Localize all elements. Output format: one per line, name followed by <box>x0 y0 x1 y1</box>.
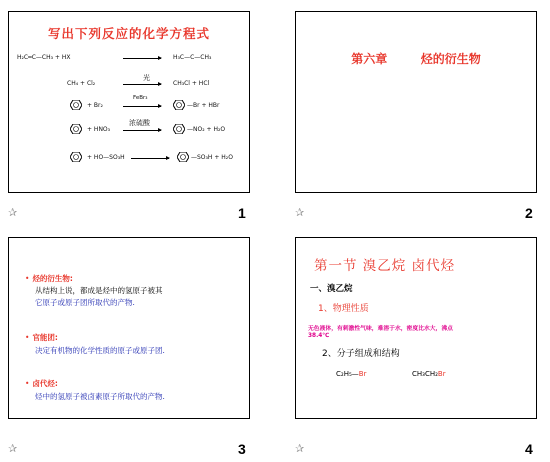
benzene-ring-icon <box>173 124 185 134</box>
benzene-ring-icon <box>70 124 82 134</box>
definition-desc: 决定有机物的化学性质的原子或原子团. <box>35 346 165 355</box>
structural-formula: CH₃CH₂Br <box>412 370 446 378</box>
reaction-2-right: CH₃Cl + HCl <box>173 80 210 87</box>
reaction-arrow <box>123 106 161 107</box>
reaction-1 <box>15 50 245 68</box>
definition-item <box>25 332 58 343</box>
reaction-3 <box>15 95 245 116</box>
reaction-5-right: —SO₃H + H₂O <box>191 154 233 161</box>
definition-term: 烃的衍生物: <box>32 274 73 283</box>
definition-desc: 从结构上说，都成是烃中的氢原子被其 <box>35 286 163 295</box>
slide-thumbnail-3[interactable] <box>8 237 250 419</box>
definition-item <box>25 273 73 284</box>
transition-star-icon[interactable]: ✰ <box>8 206 18 219</box>
definition-item <box>25 378 58 389</box>
reaction-arrow <box>123 84 161 85</box>
slide-number-3: 3 <box>238 441 246 457</box>
properties-text: 38.4℃ <box>308 333 330 339</box>
reaction-3-condition: FeBr₃ <box>133 95 148 101</box>
reaction-2-left: CH₄ + Cl₂ <box>67 80 96 87</box>
benzene-ring-icon <box>173 100 185 110</box>
subsection-heading: 2、分子组成和结构 <box>322 349 400 359</box>
transition-star-icon[interactable]: ✰ <box>295 442 305 455</box>
slide-number-4: 4 <box>525 441 533 457</box>
slide-1-title: 写出下列反应的化学方程式 <box>47 26 210 41</box>
reaction-5-left: + HO—SO₃H <box>87 154 125 161</box>
slide-thumbnail-4[interactable] <box>295 237 537 419</box>
reaction-5 <box>15 150 245 168</box>
reaction-4-condition: 浓硫酸 <box>129 119 150 127</box>
reaction-1-right: H₃C—C—CH₃ <box>173 54 212 61</box>
slide-number-1: 1 <box>238 205 246 221</box>
subsection-heading: 1、物理性质 <box>318 304 369 314</box>
reaction-arrow <box>123 58 161 59</box>
definition-desc: 它原子或原子团所取代的产物. <box>35 298 135 307</box>
reaction-arrow <box>131 158 169 159</box>
section-heading: 一、溴乙烷 <box>310 284 353 294</box>
properties-text: 无色液体，有刺激性气味，难溶于水，密度比水大，沸点 <box>308 326 453 332</box>
slide-number-2: 2 <box>525 205 533 221</box>
reaction-4-left: + HNO₃ <box>87 126 111 133</box>
slide-4-title: 第一节 溴乙烷 卤代烃 <box>314 258 456 274</box>
reaction-3-left: + Br₂ <box>87 102 103 109</box>
transition-star-icon[interactable]: ✰ <box>295 206 305 219</box>
structural-formula: C₂H₅—Br <box>336 370 367 378</box>
slide-thumbnail-1[interactable] <box>8 11 250 193</box>
definition-term: 卤代烃: <box>32 379 58 388</box>
reaction-4-right: —NO₂ + H₂O <box>187 126 226 133</box>
benzene-ring-icon <box>177 152 189 162</box>
reaction-1-left: H₂C═C—CH₃ + HX <box>17 54 71 61</box>
bullet-icon: • <box>25 379 30 388</box>
transition-star-icon[interactable]: ✰ <box>8 442 18 455</box>
bullet-icon: • <box>25 333 30 342</box>
definition-term: 官能团: <box>32 333 58 342</box>
slide-2-title: 第六章 烃的衍生物 <box>351 52 481 66</box>
reaction-arrow <box>123 130 161 131</box>
reaction-3-right: —Br + HBr <box>187 102 220 109</box>
definition-desc: 烃中的氢原子被卤素原子所取代的产物. <box>35 392 165 401</box>
reaction-2-condition: 光 <box>143 74 150 82</box>
slide-thumbnail-2[interactable] <box>295 11 537 193</box>
benzene-ring-icon <box>70 152 82 162</box>
benzene-ring-icon <box>70 100 82 110</box>
bullet-icon: • <box>25 274 30 283</box>
reaction-2 <box>15 76 245 94</box>
reaction-4 <box>15 119 245 140</box>
